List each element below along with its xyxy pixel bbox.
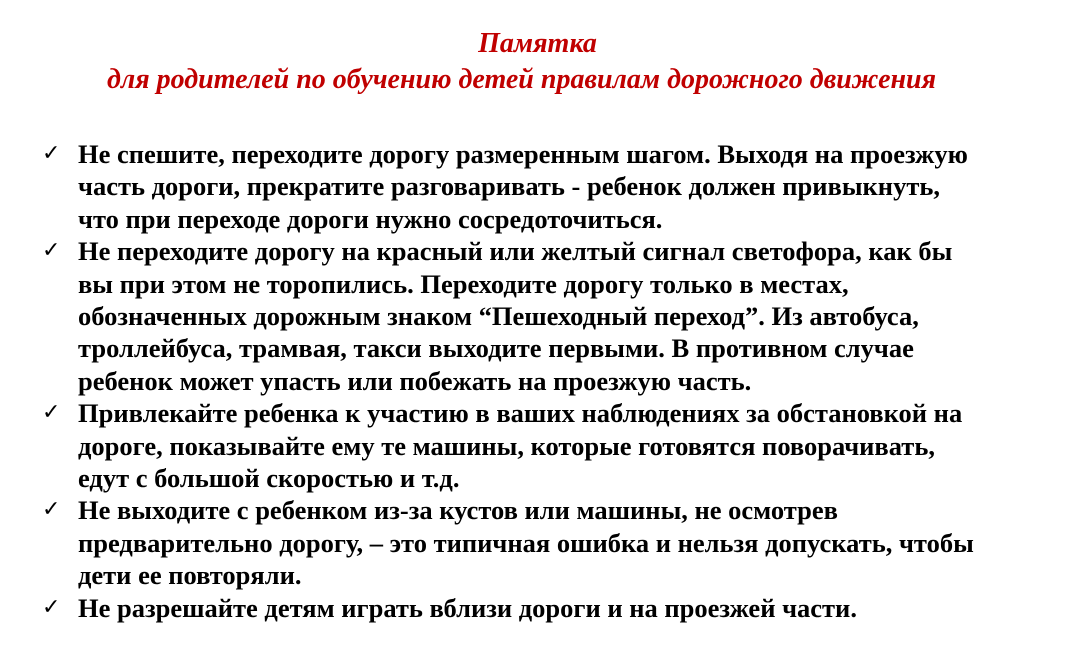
list-item xyxy=(0,138,1071,235)
rules-list xyxy=(0,138,1071,624)
check-mark-icon: ✓ xyxy=(42,400,61,426)
check-mark-icon: ✓ xyxy=(42,497,61,523)
text-line: вы при этом не торопились. Переходите дорогу только в местах, xyxy=(78,268,849,299)
text-line: троллейбуса, трамвая, такси выходите первыми. В противном случае xyxy=(78,333,914,364)
list-item-text xyxy=(78,235,1038,397)
text-line: Не выходите с ребенком из-за кустов или машины, не осмотрев xyxy=(78,495,838,526)
page-title: Памятка xyxy=(478,28,597,59)
list-item xyxy=(0,235,1071,397)
text-line: Не переходите дорогу на красный или желтый сигнал светофора, как бы xyxy=(78,236,953,267)
text-line: предварительно дорогу, – это типичная ошибка и нельзя допускать, чтобы xyxy=(78,527,974,558)
text-line: обозначенных дорожным знаком “Пешеходный переход”. Из автобуса, xyxy=(78,301,919,332)
list-item-text xyxy=(78,138,1038,235)
check-mark-icon: ✓ xyxy=(42,594,61,620)
list-item-text xyxy=(78,397,1038,494)
list-item-text xyxy=(78,494,1038,591)
list-item xyxy=(0,592,1071,624)
text-line: Привлекайте ребенка к участию в ваших наблюдениях за обстановкой на xyxy=(78,398,963,429)
check-mark-icon: ✓ xyxy=(42,141,61,166)
page-subtitle: для родителей по обучению детей правилам дорожного движения xyxy=(106,64,937,95)
text-line: дороге, показывайте ему те машины, которые готовятся поворачивать, xyxy=(78,430,935,461)
text-line: Не спешите, переходите дорогу размеренным шагом. Выходя на проезжую xyxy=(78,139,968,169)
text-line: ребенок может упасть или побежать на проезжую часть. xyxy=(78,365,752,396)
list-item xyxy=(0,494,1071,591)
list-item-text xyxy=(78,592,1038,624)
text-line: что при переходе дороги нужно сосредоточиться. xyxy=(78,203,663,234)
list-item xyxy=(0,397,1071,494)
text-line: часть дороги, прекратите разговаривать - ребенок должен привыкнуть, xyxy=(78,171,940,202)
check-mark-icon: ✓ xyxy=(42,238,61,264)
text-line: едут с большой скоростью и т.д. xyxy=(78,463,460,494)
text-line: Не разрешайте детям играть вблизи дороги и на проезжей части. xyxy=(78,592,857,623)
text-line: дети ее повторяли. xyxy=(78,560,302,591)
